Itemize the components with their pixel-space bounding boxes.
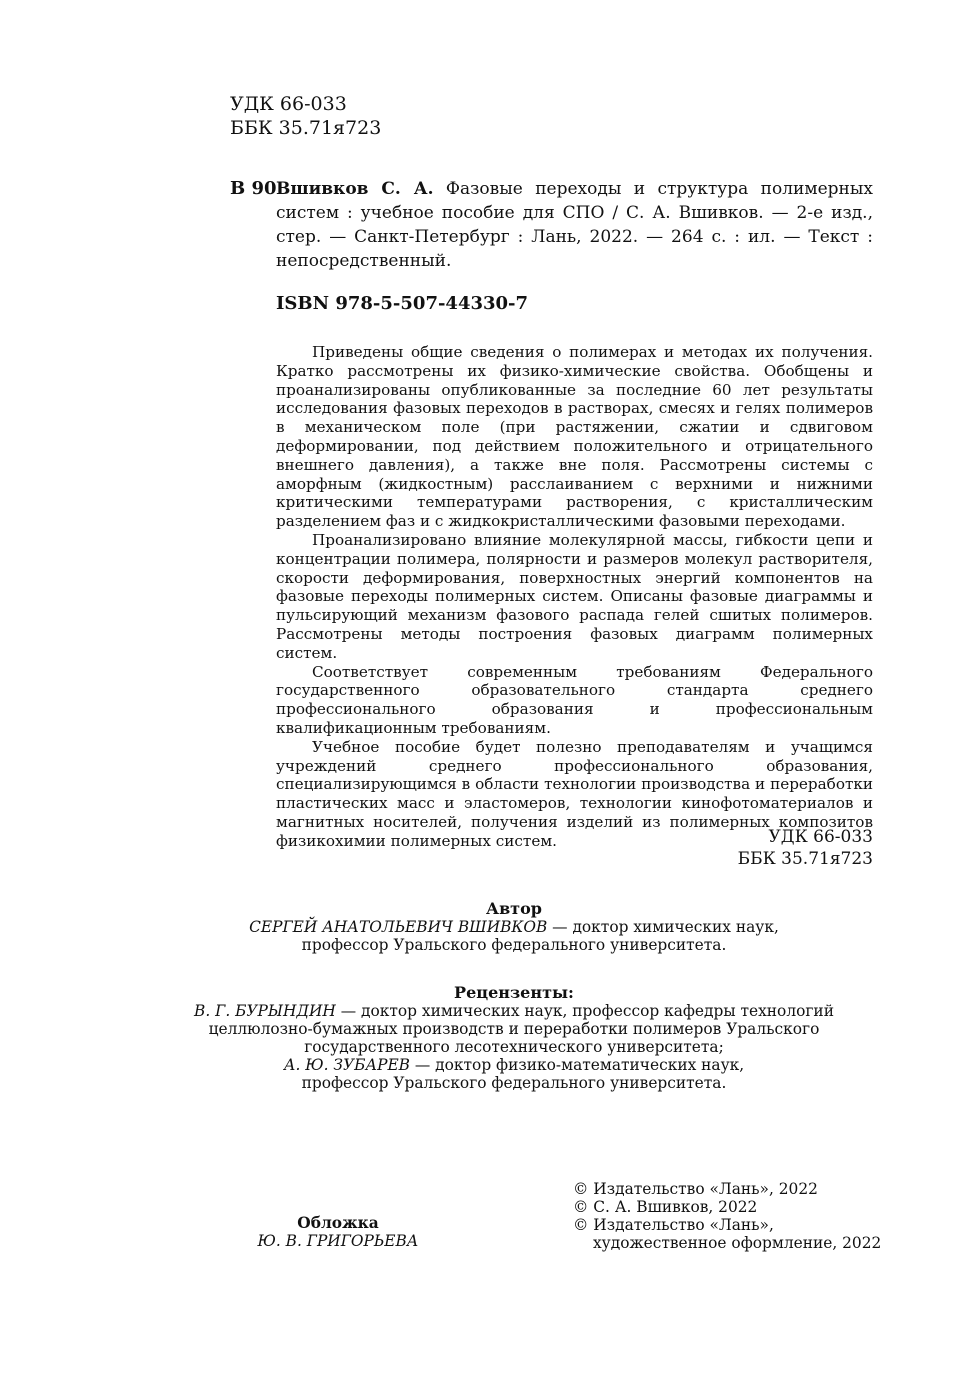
copyright-line: © С. А. Вшивков, 2022 (573, 1198, 758, 1216)
cover-artist: Ю. В. ГРИГОРЬЕВА (257, 1232, 419, 1250)
copyright-block (573, 1180, 881, 1252)
classification-codes-bottom (738, 826, 873, 870)
author-name: СЕРГЕЙ АНАТОЛЬЕВИЧ ВШИВКОВ (249, 918, 548, 936)
bibliographic-record (276, 177, 873, 273)
bib-description: Фазовые переходы и структура полимерных систем : учебное пособие для СПО / С. А. Вшивков. — 2-е изд., стер. — Санкт-Петербург : Лань, 2022. — 264 с. : ил. — Текст : непосредственный. (276, 179, 873, 271)
abstract (276, 343, 873, 851)
author-line (0, 918, 975, 936)
reviewers-heading: Рецензенты: (454, 983, 574, 1002)
reviewer-1-line3: государственного лесотехнического университета; (304, 1038, 724, 1056)
udk-code-bottom: УДК 66-033 (768, 827, 873, 847)
bbk-code: ББК 35.71я723 (230, 117, 382, 139)
reviewer-2-name: А. Ю. ЗУБАРЕВ (283, 1056, 410, 1074)
reviewer-2-line2: профессор Уральского федерального университета. (301, 1074, 727, 1092)
udk-code: УДК 66-033 (230, 93, 347, 115)
abstract-paragraph: Соответствует современным требованиям Федерального государственного образовательного стандарта среднего профессионального образования и профессиональным квалификационным требованиям. (276, 662, 873, 737)
classification-codes (230, 92, 381, 140)
author-title: — доктор химических наук, (547, 918, 779, 936)
copyright-line: © Издательство «Лань», (573, 1216, 774, 1234)
cover-credit (230, 1214, 446, 1250)
author-heading: Автор (486, 899, 542, 918)
abstract-paragraph: Приведены общие сведения о полимерах и методах их получения. Кратко рассмотрены их физико-химические свойства. Обобщены и проанализированы опубликованные за последние 60 лет результаты исследования фазовых переходов в растворах, смесях и гелях полимеров в механическом поле (при растяжении, сжатии и сдвиговом деформировании, под действием положительного и отрицательного внешнего давления), а также вне поля. Рассмотрены системы с аморфным (жидкостным) расслаиванием с верхними и нижними критическими температурами растворения, с кристаллическим разделением фаз и с жидкокристаллическими фазовыми переходами. (276, 343, 873, 531)
author-affiliation: профессор Уральского федерального университета. (301, 936, 727, 954)
cover-label: Обложка (297, 1214, 379, 1232)
reviewer-2-title: — доктор физико-математических наук, (410, 1056, 745, 1074)
bib-author: Вшивков С. А. (276, 179, 434, 199)
reviewer-1-title: — доктор химических наук, профессор кафедры технологий (335, 1002, 834, 1020)
isbn: ISBN 978-5-507-44330-7 (276, 293, 529, 314)
reviewer-1-name: В. Г. БУРЫНДИН (194, 1002, 336, 1020)
bbk-code-bottom: ББК 35.71я723 (737, 849, 873, 869)
copyright-line: © Издательство «Лань», 2022 (573, 1180, 818, 1198)
author-mark: В 90 (230, 178, 277, 199)
abstract-paragraph: Проанализировано влияние молекулярной массы, гибкости цепи и концентрации полимера, полярности и размеров молекул растворителя, скорости деформирования, поверхностных энергий компонентов на фазовые переходы полимерных систем. Описаны фазовые диаграммы и пульсирующий механизм фазового распада гелей сшитых полимеров. Рассмотрены методы построения фазовых диаграмм полимерных систем. (276, 530, 873, 662)
reviewers-section (0, 984, 975, 1092)
abstract-paragraph: Учебное пособие будет полезно преподавателям и учащимся учреждений среднего профессионального образования, специализирующимся в области технологии производства и переработки пластических масс и эластомеров, технологии кинофотоматериалов и магнитных носителей, получения изделий из полимерных композитов физикохимии полимерных систем. (276, 737, 873, 850)
author-section (0, 900, 975, 954)
reviewer-1-line2: целлюлозно-бумажных производств и переработки полимеров Уральского (208, 1020, 820, 1038)
copyright-line: художественное оформление, 2022 (593, 1234, 882, 1252)
